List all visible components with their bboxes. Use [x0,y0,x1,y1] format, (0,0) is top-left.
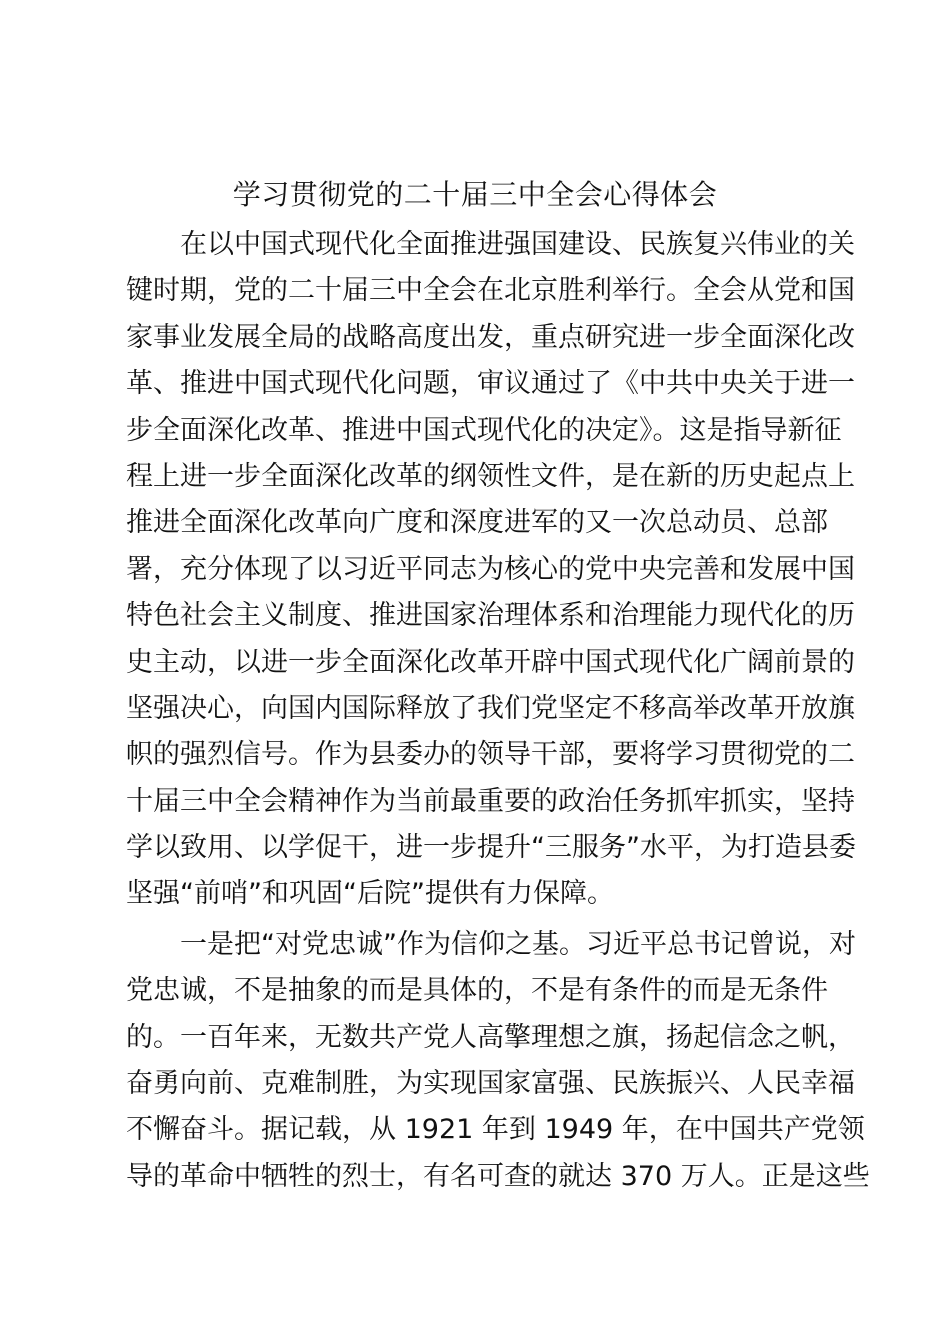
text-line: 的。一百年来，无数共产党人高擎理想之旗，扬起信念之帆， [126,1021,855,1053]
paragraph-loyalty [126,922,870,1200]
text-line: 一是把“对党忠诚”作为信仰之基。习近平总书记曾说，对 [180,928,856,960]
text-line: 特色社会主义制度、推进国家治理体系和治理能力现代化的历 [126,600,855,632]
document-title: 学习贯彻党的二十届三中全会心得体会 [232,178,718,211]
text-line: 革、推进中国式现代化问题，审议通过了《中共中央关于进一 [126,368,855,400]
text-line: 导的革命中牺牲的烈士，有名可查的就达 370 万人。正是这些 [126,1160,870,1192]
text-line: 史主动，以进一步全面深化改革开辟中国式现代化广阔前景的 [126,646,855,678]
text-line: 学以致用、以学促干，进一步提升“三服务”水平，为打造县委 [126,832,856,864]
document-body [126,222,870,1200]
text-line: 在以中国式现代化全面推进强国建设、民族复兴伟业的关 [180,229,855,260]
text-line: 党忠诚，不是抽象的而是具体的，不是有条件的而是无条件 [126,975,828,1007]
text-line: 推进全面深化改革向广度和深度进军的又一次总动员、总部 [126,507,828,539]
text-line: 键时期，党的二十届三中全会在北京胜利举行。全会从党和国 [126,275,855,307]
text-line: 十届三中全会精神作为当前最重要的政治任务抓牢抓实，坚持 [126,785,855,817]
text-line: 不懈奋斗。据记载，从 1921 年到 1949 年，在中国共产党领 [126,1114,865,1146]
text-line: 帜的强烈信号。作为县委办的领导干部，要将学习贯彻党的二 [126,739,855,771]
text-line: 步全面深化改革、推进中国式现代化的决定》。这是指导新征 [126,414,842,446]
text-line: 坚强“前哨”和巩固“后院”提供有力保障。 [126,878,614,910]
text-line: 奋勇向前、克难制胜，为实现国家富强、民族振兴、人民幸福 [126,1068,855,1100]
paragraph-intro [126,222,856,918]
text-line: 坚强决心，向国内国际释放了我们党坚定不移高举改革开放旗 [126,692,855,724]
text-line: 署，充分体现了以习近平同志为核心的党中央完善和发展中国 [126,553,855,585]
text-line: 程上进一步全面深化改革的纲领性文件，是在新的历史起点上 [126,460,855,492]
text-line: 家事业发展全局的战略高度出发，重点研究进一步全面深化改 [126,321,855,353]
